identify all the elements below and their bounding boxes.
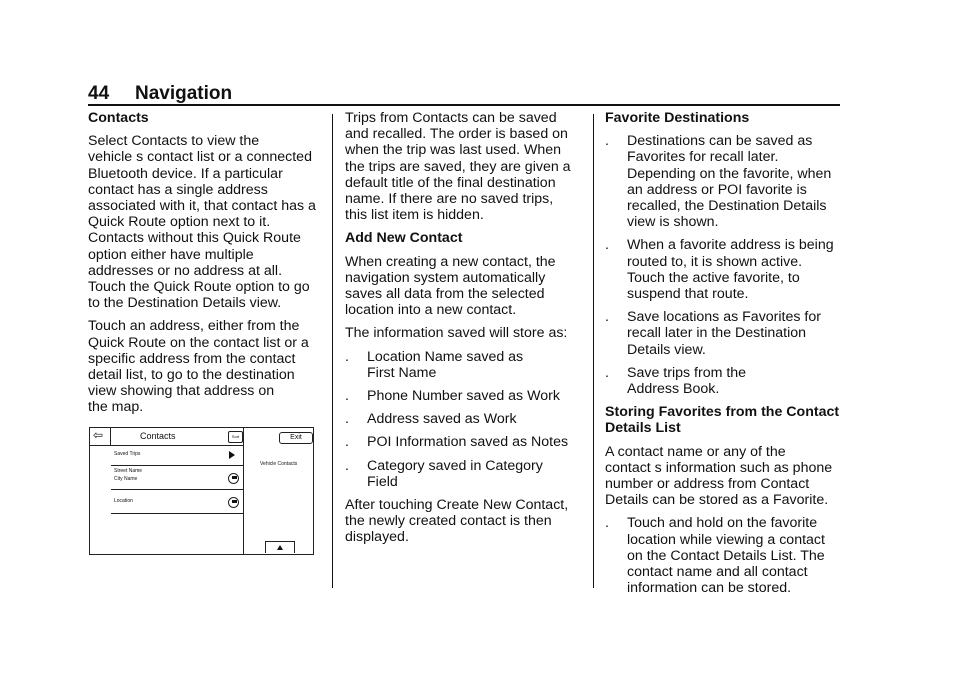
section-title: Navigation — [135, 83, 233, 104]
sort-button: Sort — [228, 431, 243, 443]
bullet-text: Destinations can be saved as Favorites for recall later. Depending on the favorite, when an address or POI favorite is recalled, the Destination Details view is shown. — [627, 133, 832, 231]
vehicle-contacts-label: Vehicle Contacts — [260, 461, 298, 467]
contacts-screen-illustration — [89, 427, 314, 555]
bullet-item — [345, 434, 581, 450]
bullet-text: Save locations as Favorites for recall later in the Destination Details view. — [627, 309, 821, 358]
column-3 — [605, 110, 841, 603]
bullet-marker: . — [345, 434, 349, 451]
bullet-text: When a favorite address is being routed to, it is shown active. Touch the active favorite, to suspend that route. — [627, 237, 834, 303]
bullet-item — [345, 458, 581, 490]
bullet-text: Save trips from the Address Book. — [627, 364, 747, 398]
bullet-marker: . — [345, 388, 349, 405]
heading-storing-favorites: Storing Favorites from the Contact Details List — [605, 404, 840, 437]
bullet-marker: . — [345, 457, 349, 474]
bullet-marker: . — [345, 348, 349, 365]
heading-contacts: Contacts — [88, 110, 149, 126]
bullet-text: Category saved in Category Field — [367, 457, 543, 490]
contacts-list — [111, 446, 243, 514]
screen-title: Contacts — [140, 431, 176, 441]
bullet-item — [605, 133, 841, 230]
bullet-item — [605, 237, 841, 302]
list-item — [111, 446, 243, 466]
bullet-item — [345, 349, 581, 381]
paragraph: After touching Create New Contact, the newly created contact is then displayed. — [345, 497, 569, 546]
paragraph: A contact name or any of the contact s information such as phone number or address from Contact Details can be stored as a Favorite. — [605, 443, 833, 509]
bullet-item — [605, 365, 841, 397]
quick-route-icon — [228, 497, 239, 508]
heading-add-new-contact: Add New Contact — [345, 230, 463, 247]
header-rule — [88, 104, 840, 106]
bullet-item — [345, 388, 581, 404]
bullet-marker: . — [605, 237, 609, 254]
scroll-up-button — [265, 541, 295, 553]
bullet-item — [605, 309, 841, 358]
paragraph: Trips from Contacts can be saved and recalled. The order is based on when the trip was last used. When the trips are saved, they are given a default title of the final destination name. If there are no saved trips, this list item is hidden. — [345, 110, 571, 224]
paragraph: When creating a new contact, the navigation system automatically saves all data from the selected location into a new contact. — [345, 253, 556, 319]
list-item — [111, 490, 243, 514]
bullet-marker: . — [605, 309, 609, 326]
column-2 — [345, 110, 581, 553]
column-1 — [88, 110, 324, 423]
list-item — [111, 466, 243, 490]
bullet-item — [605, 515, 841, 596]
row-label: City Name — [114, 476, 138, 482]
exit-button: Exit — [279, 432, 313, 444]
bullet-text: Touch and hold on the favorite location while viewing a contact on the Contact Details List. The contact name and all contact information can be stored. — [627, 515, 825, 597]
column-divider — [593, 114, 594, 588]
bullet-marker: . — [605, 515, 609, 532]
bullet-text: Phone Number saved as Work — [367, 388, 560, 405]
bullet-text: Address saved as Work — [367, 411, 517, 428]
bullet-marker: . — [605, 133, 609, 150]
bullet-item — [345, 411, 581, 427]
column-divider — [332, 114, 333, 588]
play-icon — [229, 451, 235, 459]
quick-route-icon — [228, 473, 239, 484]
bullet-text: POI Information saved as Notes — [367, 434, 569, 451]
row-label: Saved Trips — [114, 451, 141, 457]
screen-top-bar — [90, 428, 243, 446]
row-label: Location — [114, 498, 133, 504]
back-arrow-icon: ⇦ — [93, 428, 104, 442]
divider — [110, 428, 111, 445]
paragraph: The information saved will store as: — [345, 325, 568, 342]
bullet-text: Location Name saved as First Name — [367, 348, 524, 381]
page-number: 44 — [88, 83, 110, 104]
up-arrow-icon — [277, 545, 283, 550]
paragraph: Select Contacts to view the vehicle s contact list or a connected Bluetooth device. If a particular contact has a single address associated with it, that contact has a Quick Route option next to it. Contacts without this Quick Route option either have multiple addresses or no address at all. Touch the Quick Route option to go to the Destination Details view. — [88, 133, 316, 312]
heading-favorite-destinations: Favorite Destinations — [605, 110, 750, 126]
paragraph: Touch an address, either from the Quick Route on the contact list or a specific address from the contact detail list, to go to the destination view showing that address on the map. — [88, 318, 309, 416]
bullet-marker: . — [605, 364, 609, 381]
row-label: Street Name — [114, 468, 143, 474]
bullet-marker: . — [345, 411, 349, 428]
screen-divider — [243, 428, 244, 554]
